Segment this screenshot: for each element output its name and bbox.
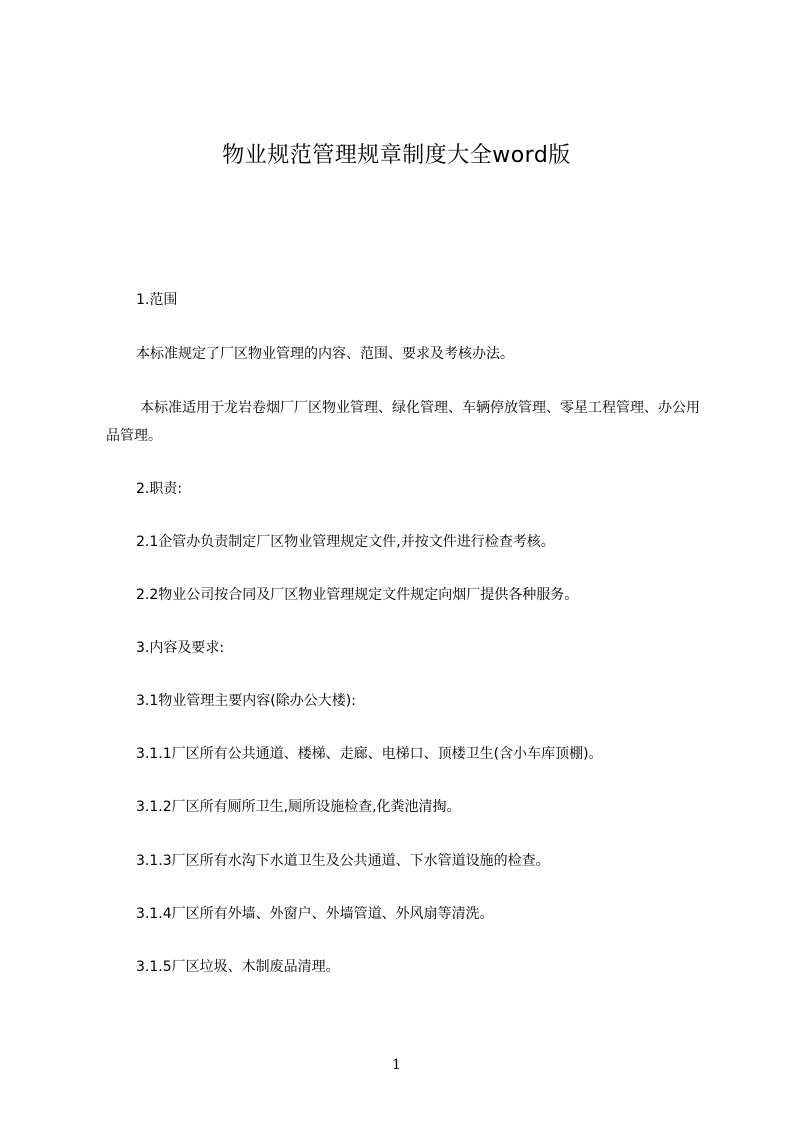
paragraph-3-1-2: 3.1.2厂区所有厕所卫生,厕所设施检查,化粪池清掏。 [136,799,461,815]
page-number: 1 [392,1057,401,1073]
paragraph-3-1-1: 3.1.1厂区所有公共通道、楼梯、走廊、电梯口、顶楼卫生(含小车库顶棚)。 [136,746,603,762]
paragraph-scope-applicability: 本标准适用于龙岩卷烟厂厂区物业管理、绿化管理、车辆停放管理、零星工程管理、办公用品管理。 [106,400,700,444]
paragraph-3-1-3: 3.1.3厂区所有水沟下水道卫生及公共通道、下水管道设施的检查。 [136,853,550,869]
paragraph-3-1: 3.1物业管理主要内容(除办公大楼): [136,693,356,709]
paragraph-section-3-heading: 3.内容及要求: [136,640,225,656]
paragraph-2-1: 2.1企管办负责制定厂区物业管理规定文件,并按文件进行检查考核。 [136,534,555,550]
paragraph-2-2: 2.2物业公司按合同及厂区物业管理规定文件规定向烟厂提供各种服务。 [136,587,579,603]
paragraph-section-2-heading: 2.职责: [136,481,183,497]
paragraph-3-1-4: 3.1.4厂区所有外墙、外窗户、外墙管道、外风扇等清洗。 [136,906,494,922]
paragraph-section-1-heading: 1.范围 [136,292,178,308]
paragraph-scope-definition: 本标准规定了厂区物业管理的内容、范围、要求及考核办法。 [136,346,514,362]
paragraph-3-1-5: 3.1.5厂区垃圾、木制废品清理。 [136,959,340,975]
document-title: 物业规范管理规章制度大全word版 [222,143,571,168]
